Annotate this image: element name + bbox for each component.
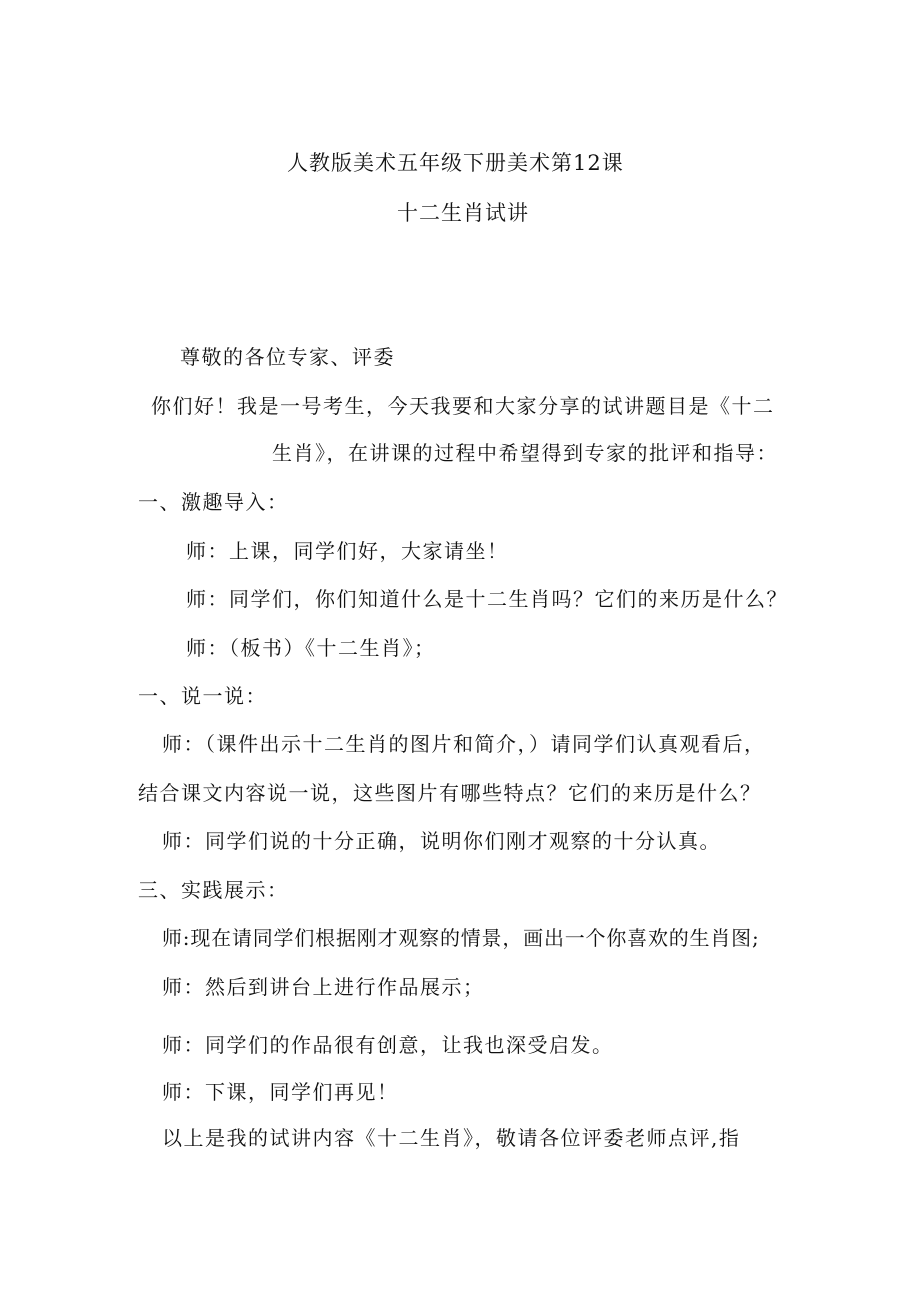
closing-line: 以上是我的试讲内容《十二生肖》，敬请各位评委老师点评,指 bbox=[162, 1126, 741, 1150]
section-3-line-4: 师：下课，同学们再见！ bbox=[162, 1080, 399, 1104]
page-subtitle: 十二生肖试讲 bbox=[397, 201, 529, 225]
page-title: 人教版美术五年级下册美术第12课 bbox=[287, 151, 624, 175]
section-heading-2: 一、说一说： bbox=[138, 684, 267, 708]
section-2-line-1: 师：（课件出示十二生肖的图片和简介，）请同学们认真观看后， bbox=[162, 732, 766, 756]
section-3-line-2: 师：然后到讲台上进行作品展示； bbox=[162, 975, 485, 999]
section-1-line-1: 师：上课，同学们好，大家请坐！ bbox=[186, 539, 509, 563]
greeting: 尊敬的各位专家、评委 bbox=[180, 345, 395, 369]
section-3-line-1: 师:现在请同学们根据刚才观察的情景，画出一个你喜欢的生肖图; bbox=[162, 926, 760, 950]
section-heading-1: 一、激趣导入： bbox=[138, 490, 289, 514]
section-heading-3: 三、实践展示： bbox=[138, 878, 289, 902]
intro-line-2: 生肖》，在讲课的过程中希望得到专家的批评和指导： bbox=[272, 441, 778, 465]
section-1-line-3: 师：（板书）《十二生肖》； bbox=[186, 636, 436, 660]
section-3-line-3: 师：同学们的作品很有创意，让我也深受启发。 bbox=[162, 1033, 614, 1057]
section-2-line-2: 结合课文内容说一说，这些图片有哪些特点？它们的来历是什么？ bbox=[138, 781, 762, 805]
section-1-line-2: 师：同学们，你们知道什么是十二生肖吗？它们的来历是什么？ bbox=[186, 587, 788, 611]
intro-line-1: 你们好！我是一号考生，今天我要和大家分享的试讲题目是《十二 bbox=[151, 394, 775, 418]
section-2-line-3: 师：同学们说的十分正确，说明你们刚才观察的十分认真。 bbox=[162, 829, 721, 853]
